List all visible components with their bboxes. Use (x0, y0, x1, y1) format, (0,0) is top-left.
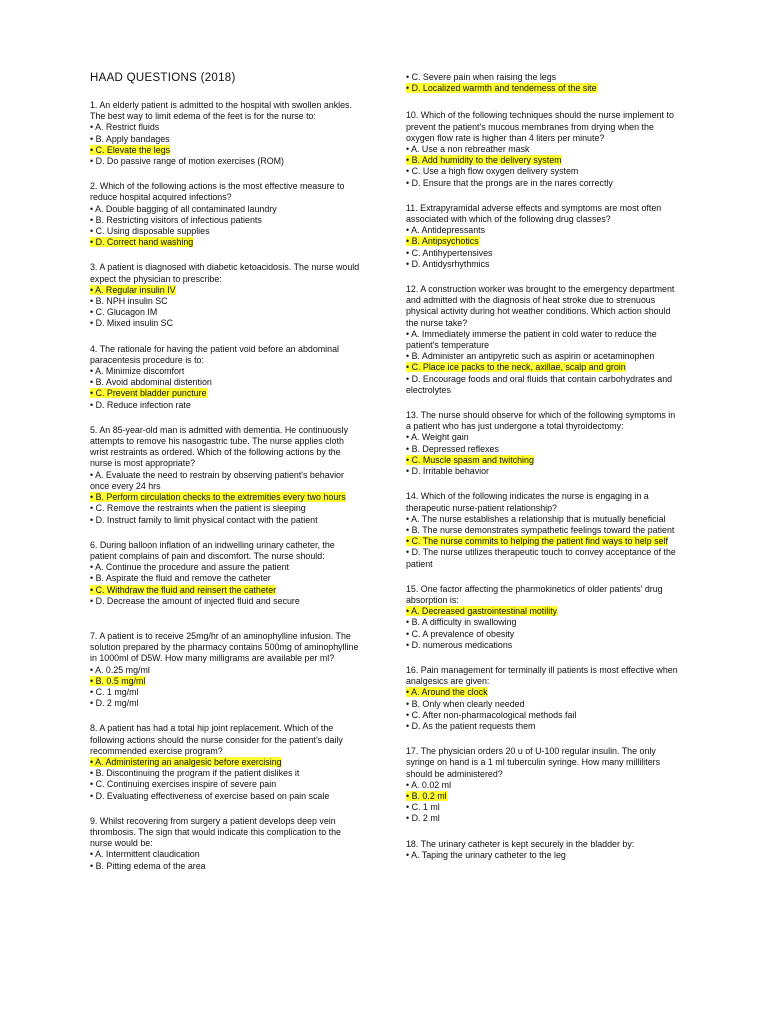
option-b: • B. Avoid abdominal distention (90, 377, 212, 388)
option-b-highlighted: • B. Perform circulation checks to the extremities every two hours (90, 492, 346, 503)
option-a: • A. Weight gain (406, 432, 469, 443)
option-b: • B. Aspirate the fluid and remove the catheter (90, 573, 271, 584)
option-c: • C. Severe pain when raising the legs (406, 72, 557, 82)
question-stem: 3. A patient is diagnosed with diabetic ketoacidosis. The nurse would expect the physician to prescribe: (90, 262, 360, 284)
question-12 (406, 284, 678, 396)
option-a-highlighted: • A. Decreased gastrointestinal motility (406, 606, 558, 617)
option-a-highlighted: • A. Around the clock (406, 687, 488, 698)
option-b: • B. The nurse demonstrates sympathetic feelings toward the patient (406, 524, 675, 535)
option-a: • A. Evaluate the need to restrain by observing patient's behavior once every 24 hrs (90, 469, 344, 491)
option-d-highlighted: • D. Correct hand washing (90, 237, 194, 248)
question-stem: 8. A patient has had a total hip joint replacement. Which of the following actions should the nurse consider for the patient's daily recommended exercise program? (90, 723, 343, 756)
option-c: • C. Using disposable supplies (90, 226, 210, 237)
question-stem: 14. Which of the following indicates the nurse is engaging in a therapeutic nurse-patient relationship? (406, 491, 649, 513)
question-stem: 7. A patient is to receive 25mg/hr of an aminophylline infusion. The solution prepared by the pharmacy contains 500mg of aminophylline in 1000ml of D5W. How many milligrams are available per ml? (90, 630, 359, 664)
question-11 (406, 203, 678, 270)
question-15 (406, 584, 678, 651)
option-a: • A. Double bagging of all contaminated laundry (90, 203, 277, 214)
option-b: • B. Apply bandages (90, 133, 170, 144)
question-9 (90, 816, 360, 872)
option-d: • D. Mixed insulin SC (90, 318, 174, 329)
question-stem: 1. An elderly patient is admitted to the hospital with swollen ankles. The best way to limit edema of the feet is for the nurse to: (90, 100, 352, 122)
option-d: • D. As the patient requests them (406, 720, 536, 731)
question-14 (406, 491, 678, 569)
option-b: • B. Pitting edema of the area (90, 860, 206, 871)
question-6 (90, 540, 360, 607)
option-c-highlighted: • C. Elevate the legs (90, 144, 171, 155)
question-9-continued (406, 72, 678, 94)
option-b-highlighted: • B. Add humidity to the delivery system (406, 155, 562, 166)
option-c-highlighted: • C. Prevent bladder puncture (90, 388, 207, 399)
option-d: • D. Encourage foods and oral fluids that contain carbohydrates and electrolytes (406, 373, 673, 395)
option-a: • A. Antidepressants (406, 225, 486, 236)
question-stem: 4. The rationale for having the patient void before an abdominal paracentesis procedure is to: (90, 343, 339, 365)
option-c: • C. After non-pharmacological methods fail (406, 709, 577, 720)
question-16 (406, 665, 678, 732)
option-b-highlighted: • B. 0.2 ml (406, 790, 447, 801)
option-d: • D. Evaluating effectiveness of exercise based on pain scale (90, 790, 330, 801)
option-c-highlighted: • C. Place ice packs to the neck, axillae, scalp and groin (406, 362, 626, 373)
option-b: • B. Discontinuing the program if the patient dislikes it (90, 768, 300, 779)
option-a: • A. 0.02 ml (406, 779, 452, 790)
option-c: • C. A prevalence of obesity (406, 628, 515, 639)
question-stem: 15. One factor affecting the pharmokinetics of older patients' drug absorption is: (406, 583, 663, 605)
question-2 (90, 181, 360, 248)
question-13 (406, 410, 678, 477)
option-a: • A. Taping the urinary catheter to the leg (406, 849, 566, 860)
question-8 (90, 723, 360, 801)
option-c: • C. Remove the restraints when the patient is sleeping (90, 503, 306, 514)
option-c: • C. Glucagon IM (90, 307, 158, 318)
option-b: • B. Restricting visitors of infectious patients (90, 214, 262, 225)
question-stem: 12. A construction worker was brought to the emergency department and admitted with the diagnosis of heat stroke due to strenuous physical activity during hot weather conditions. Which action should the nurse take? (406, 284, 675, 328)
option-c: • C. 1 ml (406, 802, 440, 813)
question-stem: 10. Which of the following techniques should the nurse implement to prevent the patient's mucous membranes from drying when the oxygen flow rate is higher than 4 liters per minute? (406, 110, 674, 143)
question-stem: 13. The nurse should observe for which of the following symptoms in a patient who has just undergone a total thyroidectomy: (406, 410, 676, 432)
option-b: • B. Only when clearly needed (406, 698, 525, 709)
option-c-highlighted: • C. Withdraw the fluid and reinsert the catheter (90, 584, 277, 595)
option-b-highlighted: • B. 0.5 mg/ml (90, 675, 146, 686)
left-column (90, 66, 360, 886)
question-stem: 9. Whilst recovering from surgery a patient develops deep vein thrombosis. The sign that would indicate this complication to the nurse would be: (90, 815, 341, 849)
question-17 (406, 746, 678, 824)
option-d: • D. Instruct family to limit physical contact with the patient (90, 514, 318, 525)
option-a-highlighted: • A. Administering an analgesic before exercising (90, 756, 282, 767)
option-c-highlighted: • C. The nurse commits to helping the patient find ways to help self (406, 536, 668, 547)
option-a: • A. Continue the procedure and assure the patient (90, 562, 289, 573)
option-d: • D. The nurse utilizes therapeutic touch to convey acceptance of the patient (406, 547, 676, 569)
option-b: • B. NPH insulin SC (90, 296, 168, 307)
option-a-highlighted: • A. Regular insulin IV (90, 284, 176, 295)
option-a: • A. The nurse establishes a relationship that is mutually beneficial (406, 513, 666, 524)
option-c: • C. Antihypertensives (406, 247, 493, 258)
option-a: • A. Restrict fluids (90, 122, 160, 133)
option-b: • B. A difficulty in swallowing (406, 617, 517, 628)
option-d: • D. Irritable behavior (406, 466, 490, 477)
option-d: • D. Ensure that the prongs are in the nares correctly (406, 177, 613, 188)
question-stem: 16. Pain management for terminally ill patients is most effective when analgesics are given: (406, 664, 678, 687)
option-b: • B. Depressed reflexes (406, 443, 499, 454)
question-stem: 5. An 85-year-old man is admitted with dementia. He continuously attempts to remove his nasogastric tube. The nurse applies cloth wrist restraints as ordered. Which of the following actions by the nurse is most appropriate? (90, 424, 349, 469)
option-a: • A. 0.25 mg/ml (90, 664, 150, 675)
option-b: • B. Administer an antipyretic such as aspirin or acetaminophen (406, 351, 655, 362)
option-d: • D. Do passive range of motion exercises (ROM) (90, 156, 284, 167)
right-column (406, 72, 678, 875)
option-c: • C. Use a high flow oxygen delivery system (406, 166, 579, 177)
option-d: • D. 2 ml (406, 813, 440, 824)
option-d: • D. 2 mg/ml (90, 698, 139, 709)
question-10 (406, 110, 678, 188)
option-a: • A. Use a non rebreather mask (406, 144, 530, 155)
option-c: • C. Continuing exercises inspire of severe pain (90, 779, 277, 790)
option-a: • A. Intermittent claudication (90, 849, 200, 860)
question-stem: 17. The physician orders 20 u of U-100 regular insulin. The only syringe on hand is a 1 ml tuberculin syringe. How many milliliters should be administered? (406, 746, 661, 779)
question-stem: 6. During balloon inflation of an indwelling urinary catheter, the patient complains of pain and discomfort. The nurse should: (90, 539, 335, 561)
option-d: • D. Reduce infection rate (90, 399, 191, 410)
option-c: • C. 1 mg/ml (90, 686, 139, 697)
question-1 (90, 100, 360, 167)
question-stem: 2. Which of the following actions is the most effective measure to reduce hospital acquired infections? (90, 181, 345, 203)
question-3 (90, 262, 360, 329)
question-5 (90, 425, 360, 526)
option-d-highlighted: • D. Localized warmth and tenderness of the site (406, 83, 597, 94)
page-title: HAAD QUESTIONS (2018) (90, 72, 236, 84)
option-d: • D. numerous medications (406, 639, 513, 650)
option-d: • D. Decrease the amount of injected fluid and secure (90, 595, 300, 606)
option-a: • A. Immediately immerse the patient in cold water to reduce the patient's temperature (406, 328, 657, 351)
question-18 (406, 839, 678, 861)
option-a: • A. Minimize discomfort (90, 366, 185, 377)
option-d: • D. Antidysrhythmics (406, 258, 490, 269)
question-7 (90, 631, 360, 709)
option-b-highlighted: • B. Antipsychotics (406, 236, 479, 247)
question-4 (90, 344, 360, 411)
question-stem: 11. Extrapyramidal adverse effects and symptoms are most often associated with which of the following drug classes? (406, 202, 662, 225)
option-c-highlighted: • C. Muscle spasm and twitching (406, 454, 534, 465)
question-stem: 18. The urinary catheter is kept securely in the bladder by: (406, 838, 635, 849)
